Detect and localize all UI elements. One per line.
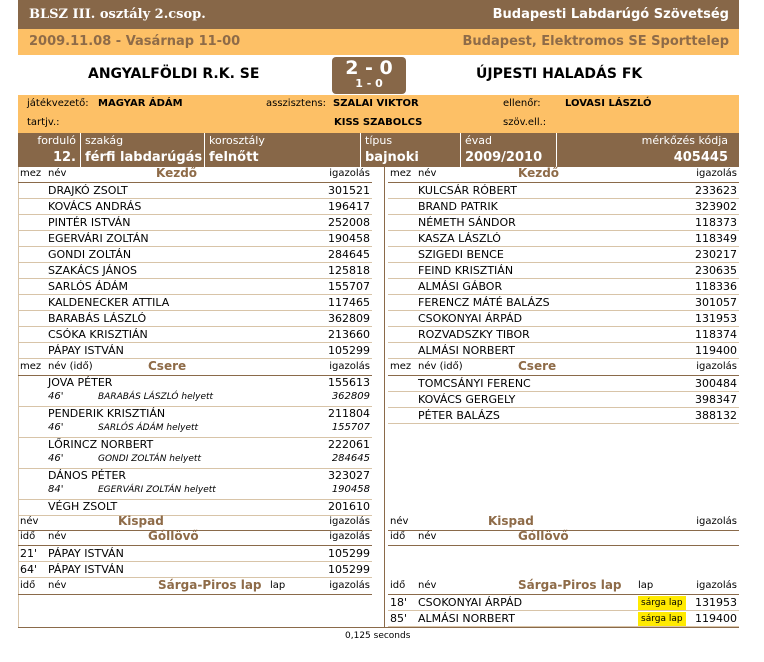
home-start-row	[18, 279, 372, 295]
player-name: KULCSÁR RÓBERT	[418, 184, 517, 197]
sub-name: DÁNOS PÉTER	[48, 469, 127, 482]
home-scorers-header-title: Góllövő	[148, 529, 199, 543]
away-start-row	[388, 231, 739, 247]
col-card: lap	[270, 580, 286, 591]
player-id: 213660	[328, 328, 370, 341]
card-id: 119400	[695, 612, 737, 625]
meta-season: évad 2009/2010	[460, 133, 556, 167]
assistant-label: asszisztens:	[266, 98, 327, 109]
referee-name: MAGYAR ÁDÁM	[98, 98, 183, 109]
sub-name: VÉGH ZSOLT	[48, 500, 118, 513]
home-sub-row	[18, 469, 372, 500]
away-start-row	[388, 183, 739, 199]
player-name: DRAJKÓ ZSOLT	[48, 184, 128, 197]
card-minute: 18'	[390, 596, 408, 609]
home-start-row	[18, 327, 372, 343]
col-card: lap	[638, 580, 654, 591]
federation-name: Budapesti Labdarúgó Szövetség	[492, 7, 729, 22]
home-start-row	[18, 231, 372, 247]
col-time: idő	[390, 580, 406, 591]
player-name: SARLÓS ÁDÁM	[48, 280, 129, 293]
player-id: 301521	[328, 184, 370, 197]
sub-name: LŐRINCZ NORBERT	[48, 438, 154, 451]
home-start-row	[18, 263, 372, 279]
goal-id: 105299	[328, 563, 370, 576]
player-id: 252008	[328, 216, 370, 229]
away-start-header	[388, 167, 739, 183]
goal-id: 105299	[328, 547, 370, 560]
home-start-row	[18, 295, 372, 311]
away-scorers-header	[388, 530, 739, 546]
player-name: PINTÉR ISTVÁN	[48, 216, 131, 229]
sub-replaced-id: 155707	[331, 422, 370, 433]
goal-minute: 64'	[20, 563, 38, 576]
home-cards-header	[18, 579, 372, 595]
col-name: név	[390, 516, 409, 527]
player-id: 118336	[695, 280, 737, 293]
player-id: 131953	[695, 312, 737, 325]
col-id: igazolás	[696, 168, 737, 179]
player-name: ALMÁSI GÁBOR	[418, 280, 503, 293]
col-time: idő	[20, 531, 36, 542]
yellow-card-badge: sárga lap	[638, 612, 686, 626]
col-id: igazolás	[329, 516, 370, 527]
half-score: 1 - 0	[355, 77, 383, 90]
sub-name: PENDERIK KRISZTIÁN	[48, 407, 166, 420]
player-name: FEIND KRISZTIÁN	[418, 264, 514, 277]
meta-branch: szakág férfi labdarúgás	[80, 133, 204, 167]
player-id: 117465	[328, 296, 370, 309]
final-score: 2 - 0	[345, 57, 393, 79]
home-sub-row	[18, 407, 372, 438]
col-id: igazolás	[696, 516, 737, 527]
col-name: név	[418, 580, 437, 591]
sub-id: 201610	[328, 500, 370, 513]
player-name: PÁPAY ISTVÁN	[48, 344, 124, 357]
sub-replaced: BARABÁS LÁSZLÓ helyett	[98, 392, 214, 402]
home-goal-row	[18, 562, 372, 578]
goal-scorer: PÁPAY ISTVÁN	[48, 563, 124, 576]
away-cards-header-title: Sárga-Piros lap	[518, 578, 622, 592]
player-id: 284645	[328, 248, 370, 261]
away-sub-row	[388, 392, 739, 408]
home-team: ANGYALFÖLDI R.K. SE	[88, 66, 260, 82]
player-id: 323902	[695, 200, 737, 213]
home-sub-row	[18, 438, 372, 469]
away-start-row	[388, 215, 739, 231]
player-id: 190458	[328, 232, 370, 245]
col-mez: mez	[390, 168, 412, 179]
col-id: igazolás	[329, 531, 370, 542]
home-sub-row	[18, 500, 372, 516]
meta-round: forduló 12.	[37, 134, 76, 165]
render-time: 0,125 seconds	[345, 631, 411, 641]
player-name: SZIGEDI BENCE	[418, 248, 504, 261]
away-start-row	[388, 279, 739, 295]
player-id: 233623	[695, 184, 737, 197]
sub-id: 155613	[328, 376, 370, 389]
fed-inspector-label: szöv.ell.:	[503, 117, 547, 128]
sub-replaced: EGERVÁRI ZOLTÁN helyett	[98, 485, 216, 495]
card-id: 131953	[695, 596, 737, 609]
col-mez: mez	[390, 361, 412, 372]
away-scorers-header-title: Góllövő	[518, 529, 569, 543]
meta-code: mérkőzés kódja 405445	[556, 133, 739, 167]
home-start-row	[18, 215, 372, 231]
away-cards-header	[388, 579, 739, 595]
player-id: 155707	[328, 280, 370, 293]
col-name: név	[418, 168, 437, 179]
sub-replaced-id: 190458	[331, 484, 370, 495]
sub-minute: 46'	[48, 453, 64, 464]
score-box	[332, 57, 406, 94]
player-name: ROZVADSZKY TIBOR	[418, 328, 530, 341]
player-id: 362809	[328, 312, 370, 325]
player-id: 105299	[328, 344, 370, 357]
player-id: 301057	[695, 296, 737, 309]
home-subs-header-title: Csere	[148, 359, 187, 373]
home-bench-header-title: Kispad	[118, 514, 164, 528]
sub-id: 398347	[695, 393, 737, 406]
sub-replaced: GONDI ZOLTÁN helyett	[98, 454, 201, 464]
bottom-rule	[18, 627, 739, 628]
col-name: név	[20, 516, 39, 527]
player-name: NÉMETH SÁNDOR	[418, 216, 516, 229]
col-name: név	[418, 531, 437, 542]
inspector-name: LOVASI LÁSZLÓ	[565, 98, 652, 109]
col-id: igazolás	[329, 361, 370, 372]
col-name: név	[48, 580, 67, 591]
meta-age: korosztály felnőtt	[204, 133, 360, 167]
card-minute: 85'	[390, 612, 408, 625]
header-bar	[18, 0, 739, 29]
sub-id: 222061	[328, 438, 370, 451]
match-venue: Budapest, Elektromos SE Sporttelep	[462, 34, 729, 49]
sub-replaced-id: 284645	[331, 453, 370, 464]
player-name: ALMÁSI NORBERT	[418, 344, 515, 357]
col-name: név (idő)	[418, 361, 463, 372]
player-name: SZAKÁCS JÁNOS	[48, 264, 137, 277]
away-start-header-title: Kezdő	[518, 166, 560, 180]
col-mez: mez	[20, 168, 42, 179]
away-start-row	[388, 327, 739, 343]
home-start-row	[18, 311, 372, 327]
col-id: igazolás	[696, 361, 737, 372]
home-start-row	[18, 343, 372, 359]
sub-minute: 46'	[48, 391, 64, 402]
home-start-header-title: Kezdő	[156, 166, 198, 180]
col-mez: mez	[20, 361, 42, 372]
away-team: ÚJPESTI HALADÁS FK	[476, 66, 643, 82]
away-sub-row	[388, 376, 739, 392]
away-start-row	[388, 311, 739, 327]
sub-id: 388132	[695, 409, 737, 422]
away-bench-header-title: Kispad	[488, 514, 534, 528]
col-id: igazolás	[329, 168, 370, 179]
col-time: idő	[390, 531, 406, 542]
away-start-row	[388, 295, 739, 311]
home-goal-row	[18, 546, 372, 562]
player-name: BARABÁS LÁSZLÓ	[48, 312, 147, 325]
reserve-ref-label: tartjv.:	[27, 117, 60, 128]
yellow-card-badge: sárga lap	[638, 596, 686, 610]
referee-label: játékvezető:	[27, 98, 89, 109]
player-name: CSOKONYAI ÁRPÁD	[418, 312, 523, 325]
home-subs-header	[18, 360, 372, 376]
away-start-row	[388, 199, 739, 215]
player-name: EGERVÁRI ZOLTÁN	[48, 232, 149, 245]
assistant-2: KISS SZABOLCS	[334, 117, 423, 128]
player-id: 118349	[695, 232, 737, 245]
player-name: GONDI ZOLTÁN	[48, 248, 132, 261]
sub-name: TOMCSÁNYI FERENC	[418, 377, 531, 390]
home-scorers-header	[18, 530, 372, 546]
home-start-row	[18, 247, 372, 263]
player-id: 230635	[695, 264, 737, 277]
teams-bar	[18, 55, 739, 95]
player-id: 118373	[695, 216, 737, 229]
sub-name: KOVÁCS GERGELY	[418, 393, 516, 406]
home-start-header	[18, 167, 372, 183]
goal-scorer: PÁPAY ISTVÁN	[48, 547, 124, 560]
meta-type: típus bajnoki	[360, 133, 460, 167]
inspector-label: ellenőr:	[503, 98, 541, 109]
player-name: KOVÁCS ANDRÁS	[48, 200, 142, 213]
col-name: név (idő)	[48, 361, 93, 372]
sub-minute: 46'	[48, 422, 64, 433]
col-name: név	[48, 531, 67, 542]
sub-id: 323027	[328, 469, 370, 482]
date-venue-bar	[18, 29, 739, 55]
center-divider	[384, 167, 385, 627]
away-subs-header	[388, 360, 739, 376]
home-sub-row	[18, 376, 372, 407]
away-start-row	[388, 247, 739, 263]
home-start-row	[18, 183, 372, 199]
player-name: FERENCZ MÁTÉ BALÁZS	[418, 296, 550, 309]
away-subs-header-title: Csere	[518, 359, 557, 373]
sub-minute: 84'	[48, 484, 64, 495]
sub-replaced: SARLÓS ÁDÁM helyett	[98, 423, 199, 433]
sub-id: 211804	[328, 407, 370, 420]
away-card-row	[388, 595, 739, 611]
col-id: igazolás	[329, 580, 370, 591]
col-time: idő	[20, 580, 36, 591]
sub-id: 300484	[695, 377, 737, 390]
league-title: BLSZ III. osztály 2.csop.	[29, 7, 206, 22]
player-name: KALDENECKER ATTILA	[48, 296, 170, 309]
col-name: név	[48, 168, 67, 179]
away-start-row	[388, 263, 739, 279]
match-date: 2009.11.08 - Vasárnap 11-00	[29, 34, 241, 49]
col-id: igazolás	[696, 580, 737, 591]
away-start-row	[388, 343, 739, 359]
card-player: CSOKONYAI ÁRPÁD	[418, 596, 523, 609]
officials-bar	[18, 95, 739, 133]
match-meta	[18, 133, 739, 167]
player-id: 125818	[328, 264, 370, 277]
home-cards-header-title: Sárga-Piros lap	[158, 578, 262, 592]
player-name: BRAND PATRIK	[418, 200, 498, 213]
away-sub-row	[388, 408, 739, 424]
player-name: KASZA LÁSZLÓ	[418, 232, 501, 245]
player-id: 196417	[328, 200, 370, 213]
sub-name: JOVA PÉTER	[48, 376, 113, 389]
goal-minute: 21'	[20, 547, 38, 560]
sub-name: PÉTER BALÁZS	[418, 409, 500, 422]
home-start-row	[18, 199, 372, 215]
away-card-row	[388, 611, 739, 627]
player-id: 230217	[695, 248, 737, 261]
card-player: ALMÁSI NORBERT	[418, 612, 515, 625]
player-id: 118374	[695, 328, 737, 341]
sub-replaced-id: 362809	[331, 391, 370, 402]
player-id: 119400	[695, 344, 737, 357]
player-name: CSÓKA KRISZTIÁN	[48, 328, 148, 341]
assistant-1: SZALAI VIKTOR	[333, 98, 419, 109]
